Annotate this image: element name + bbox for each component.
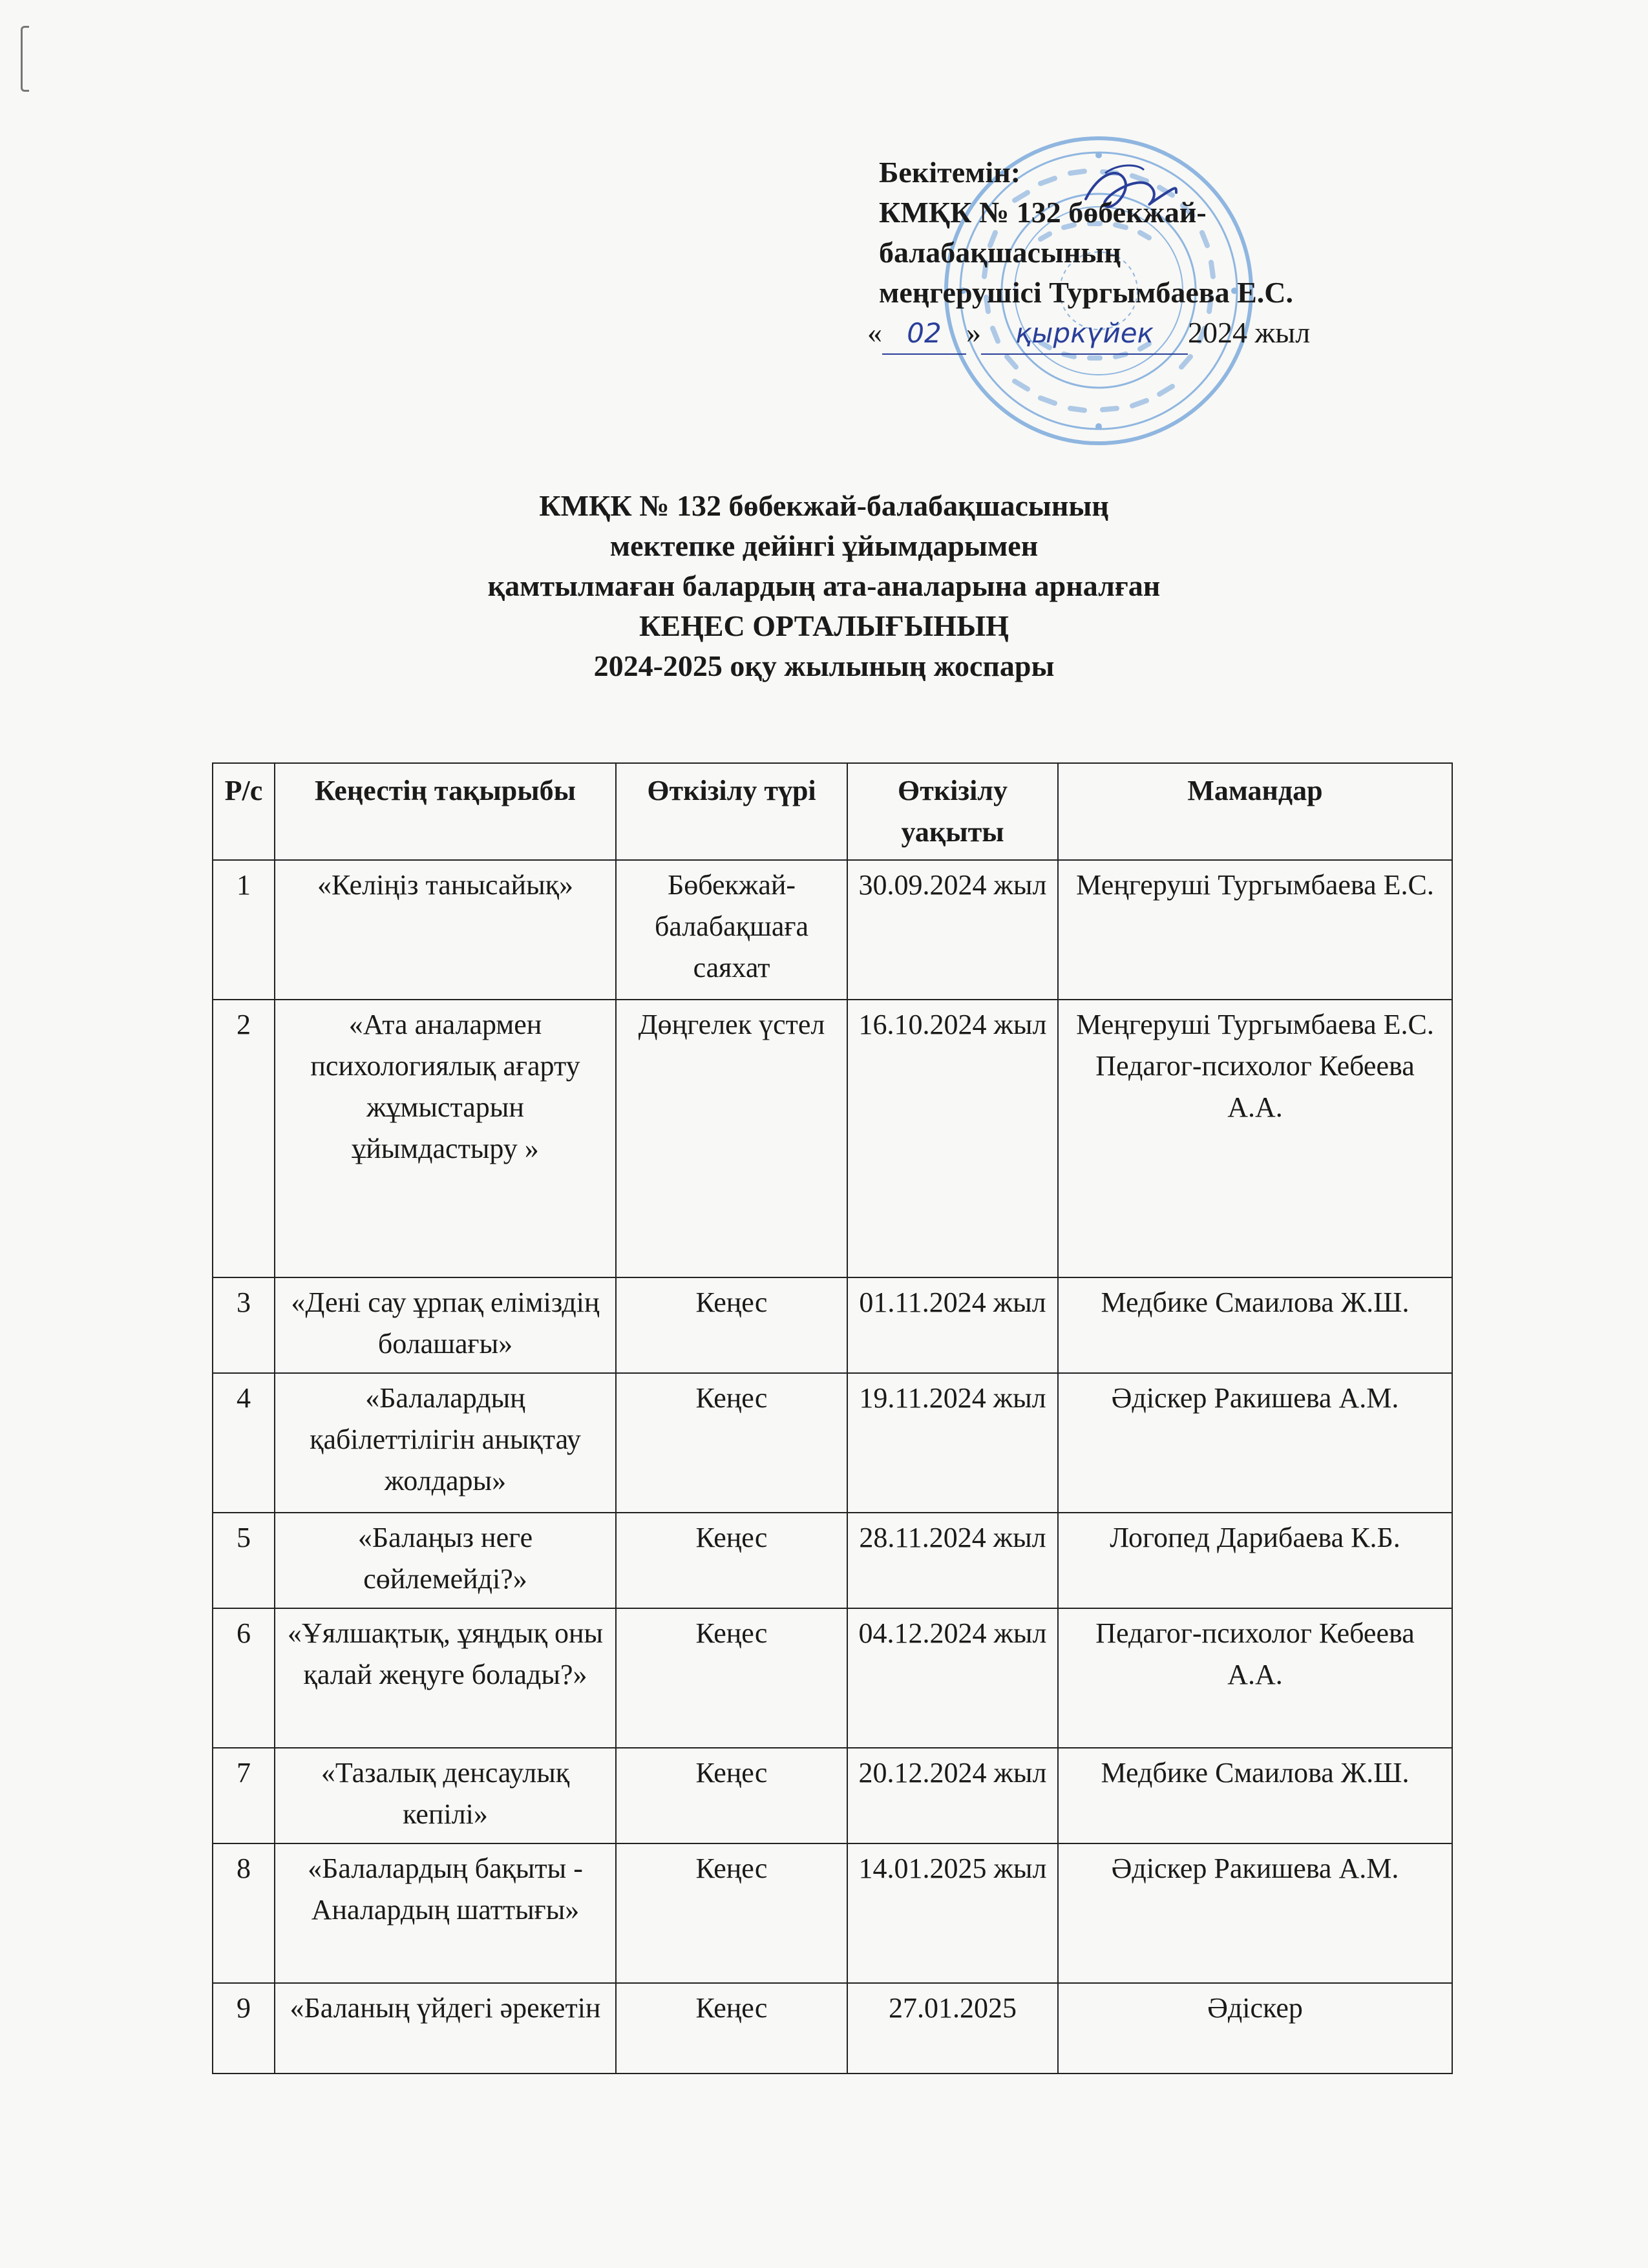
- title-line-2: мектепке дейінгі ұйымдарымен: [609, 529, 1039, 562]
- specialist: Логопед Дарибаева К.Б.: [1110, 1522, 1400, 1553]
- approval-date: [867, 313, 1461, 355]
- row-date: 20.12.2024 жыл: [847, 1748, 1058, 1843]
- row-number: 3: [213, 1277, 275, 1373]
- header-type: Өткізілу түрі: [616, 763, 847, 860]
- row-specialists: [1058, 1843, 1452, 1983]
- row-type: Кеңес: [616, 1608, 847, 1748]
- table-row: [213, 1513, 1452, 1608]
- title-line-5: 2024-2025 оқу жылының жоспары: [593, 649, 1055, 682]
- header-number: Р/с: [213, 763, 275, 860]
- consultation-plan-table: [212, 762, 1453, 2074]
- specialist: Меңгеруші Тургымбаева Е.С.: [1076, 869, 1434, 901]
- title-line-1: КМҚК № 132 бөбекжай-балабақшасының: [539, 489, 1109, 522]
- row-specialists: [1058, 1748, 1452, 1843]
- row-date: 30.09.2024 жыл: [847, 860, 1058, 1000]
- date-quote-close: »: [966, 316, 981, 349]
- specialist: Педагог-психолог Кебеева А.А.: [1095, 1050, 1415, 1123]
- row-topic: «Балаңыз неге сөйлемейді?»: [275, 1513, 616, 1608]
- title-line-4: КЕҢЕС ОРТАЛЫҒЫНЫҢ: [639, 609, 1009, 642]
- header-topic: Кеңестің тақырыбы: [275, 763, 616, 860]
- specialist: Медбике Смаилова Ж.Ш.: [1101, 1286, 1410, 1318]
- header-specialists: Мамандар: [1058, 763, 1452, 860]
- row-number: 4: [213, 1373, 275, 1513]
- row-specialists: [1058, 860, 1452, 1000]
- row-date: 01.11.2024 жыл: [847, 1277, 1058, 1373]
- row-number: 1: [213, 860, 275, 1000]
- row-specialists: [1058, 1277, 1452, 1373]
- row-topic: «Тазалық денсаулық кепілі»: [275, 1748, 616, 1843]
- row-date: 14.01.2025 жыл: [847, 1843, 1058, 1983]
- specialist: Әдіскер Ракишева А.М.: [1111, 1853, 1399, 1884]
- title-line-3: қамтылмаған балардың ата-аналарына арналған: [487, 569, 1161, 602]
- row-specialists: [1058, 1373, 1452, 1513]
- table-header-row: [213, 763, 1452, 860]
- date-day-handwritten: 02: [882, 313, 966, 355]
- row-type: Кеңес: [616, 1513, 847, 1608]
- date-year: 2024 жыл: [1188, 316, 1311, 349]
- header-date: Өткізілу уақыты: [847, 763, 1058, 860]
- table-row: [213, 1748, 1452, 1843]
- row-topic: «Балалардың бақыты - Аналардың шаттығы»: [275, 1843, 616, 1983]
- approval-org-line: КМҚК № 132 бөбекжай-: [879, 196, 1207, 229]
- row-date: 19.11.2024 жыл: [847, 1373, 1058, 1513]
- row-number: 5: [213, 1513, 275, 1608]
- specialist: Әдіскер: [1207, 1992, 1303, 2024]
- row-type: Дөңгелек үстел: [616, 1000, 847, 1277]
- row-specialists: [1058, 1608, 1452, 1748]
- row-topic: «Келіңіз танысайық»: [275, 860, 616, 1000]
- table-row: [213, 1373, 1452, 1513]
- specialist: Меңгеруші Тургымбаева Е.С.: [1076, 1009, 1434, 1040]
- table-row: [213, 1000, 1452, 1277]
- row-topic: «Ұялшақтық, ұяңдық оны қалай жеңуге болады?»: [275, 1608, 616, 1748]
- row-type: Кеңес: [616, 1277, 847, 1373]
- row-date: 16.10.2024 жыл: [847, 1000, 1058, 1277]
- row-type: Бөбекжай-балабақшаға саяхат: [616, 860, 847, 1000]
- scan-edge-mark: [21, 26, 29, 92]
- date-quote-open: «: [867, 316, 882, 349]
- specialist: Медбике Смаилова Ж.Ш.: [1101, 1757, 1410, 1789]
- table-row: [213, 860, 1452, 1000]
- table-row: [213, 1843, 1452, 1983]
- row-number: 9: [213, 1983, 275, 2074]
- approval-org-line-2: балабақшасының: [879, 236, 1121, 269]
- row-number: 2: [213, 1000, 275, 1277]
- table-row: [213, 1277, 1452, 1373]
- row-number: 8: [213, 1843, 275, 1983]
- approval-block: [867, 152, 1461, 355]
- row-date: 28.11.2024 жыл: [847, 1513, 1058, 1608]
- row-number: 6: [213, 1608, 275, 1748]
- row-specialists: [1058, 1983, 1452, 2074]
- approval-head-name: меңгерушісі Тургымбаева Е.С.: [879, 276, 1294, 309]
- row-date: 04.12.2024 жыл: [847, 1608, 1058, 1748]
- approval-label: Бекітемін:: [879, 156, 1021, 189]
- row-type: Кеңес: [616, 1748, 847, 1843]
- table-row: [213, 1983, 1452, 2074]
- document-title: [194, 486, 1454, 686]
- row-number: 7: [213, 1748, 275, 1843]
- specialist: Педагог-психолог Кебеева А.А.: [1095, 1617, 1415, 1690]
- date-month-handwritten: қыркүйек: [981, 313, 1188, 355]
- row-date: 27.01.2025: [847, 1983, 1058, 2074]
- table-row: [213, 1608, 1452, 1748]
- row-specialists: [1058, 1000, 1452, 1277]
- specialist: Әдіскер Ракишева А.М.: [1111, 1382, 1399, 1414]
- row-type: Кеңес: [616, 1843, 847, 1983]
- row-topic: «Балалардың қабілеттілігін анықтау жолдары»: [275, 1373, 616, 1513]
- row-topic: «Баланың үйдегі әрекетін: [275, 1983, 616, 2074]
- row-topic: «Дені сау ұрпақ еліміздің болашағы»: [275, 1277, 616, 1373]
- row-type: Кеңес: [616, 1373, 847, 1513]
- row-topic: «Ата аналармен психологиялық ағарту жұмыстарын ұйымдастыру »: [275, 1000, 616, 1277]
- row-specialists: [1058, 1513, 1452, 1608]
- row-type: Кеңес: [616, 1983, 847, 2074]
